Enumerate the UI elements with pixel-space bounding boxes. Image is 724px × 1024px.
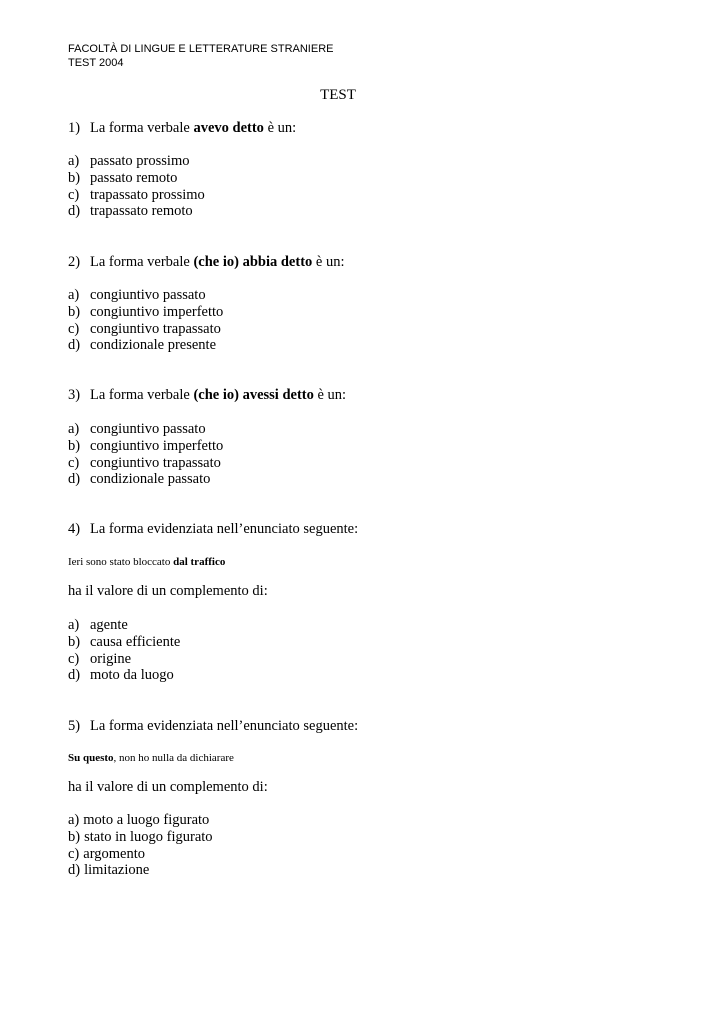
option-text: trapassato remoto xyxy=(90,203,193,220)
option-letter: a) xyxy=(68,287,80,303)
option-text: congiuntivo passato xyxy=(90,421,206,437)
option-letter: c) xyxy=(68,186,80,203)
option-a[interactable] xyxy=(68,421,223,438)
question-2 xyxy=(68,254,345,271)
option-c[interactable] xyxy=(68,846,213,863)
question-number: 5) xyxy=(68,718,81,734)
question-number: 3) xyxy=(68,387,81,403)
question-text: La forma verbale xyxy=(90,120,194,136)
question-3-options xyxy=(68,421,223,488)
option-letter: a) xyxy=(68,812,80,828)
question-1-options xyxy=(68,153,205,220)
option-letter: c) xyxy=(68,650,80,667)
option-text: moto da luogo xyxy=(90,667,174,684)
option-letter: d) xyxy=(68,471,81,488)
example-highlight: dal traffico xyxy=(173,556,226,568)
option-d[interactable] xyxy=(68,337,223,354)
option-d[interactable] xyxy=(68,203,205,220)
option-a[interactable] xyxy=(68,812,213,829)
option-letter: c) xyxy=(68,320,80,337)
option-text: stato in luogo figurato xyxy=(84,828,213,845)
question-3 xyxy=(68,387,346,404)
option-text: limitazione xyxy=(84,862,150,879)
option-c[interactable] xyxy=(68,651,180,668)
option-b[interactable] xyxy=(68,634,180,651)
option-letter: c) xyxy=(68,454,80,471)
faculty-name: FACOLTÀ DI LINGUE E LETTERATURE STRANIERE xyxy=(68,43,334,55)
option-a[interactable] xyxy=(68,287,223,304)
option-letter: c) xyxy=(68,845,80,862)
option-b[interactable] xyxy=(68,438,223,455)
option-letter: a) xyxy=(68,617,80,633)
option-text: congiuntivo imperfetto xyxy=(90,437,224,454)
page-title: TEST xyxy=(320,87,356,103)
option-d[interactable] xyxy=(68,471,223,488)
option-text: congiuntivo imperfetto xyxy=(90,303,224,320)
option-text: congiuntivo trapassato xyxy=(90,320,221,337)
question-highlight: avevo detto xyxy=(193,120,264,136)
option-d[interactable] xyxy=(68,667,180,684)
option-text: congiuntivo passato xyxy=(90,287,206,303)
option-c[interactable] xyxy=(68,187,205,204)
option-c[interactable] xyxy=(68,455,223,472)
option-letter: b) xyxy=(68,169,81,186)
question-5 xyxy=(68,718,358,735)
option-d[interactable] xyxy=(68,862,213,879)
option-a[interactable] xyxy=(68,153,205,170)
option-text: passato remoto xyxy=(90,169,178,186)
question-number: 4) xyxy=(68,521,81,537)
question-highlight: (che io) avessi detto xyxy=(193,387,314,403)
option-text: origine xyxy=(90,650,132,667)
option-b[interactable] xyxy=(68,304,223,321)
example-text: Ieri sono stato bloccato xyxy=(68,556,174,568)
option-text: trapassato prossimo xyxy=(90,186,205,203)
option-b[interactable] xyxy=(68,829,213,846)
option-letter: b) xyxy=(68,633,81,650)
question-5-options xyxy=(68,812,213,879)
question-text: La forma evidenziata nell’enunciato seguente: xyxy=(90,521,359,537)
option-letter: d) xyxy=(68,203,81,220)
question-4-options xyxy=(68,617,180,684)
option-b[interactable] xyxy=(68,170,205,187)
option-text: condizionale presente xyxy=(90,337,217,354)
question-followup: ha il valore di un complemento di: xyxy=(68,583,268,599)
question-4 xyxy=(68,521,358,538)
option-letter: d) xyxy=(68,337,81,354)
example-sentence xyxy=(68,555,225,569)
option-text: condizionale passato xyxy=(90,471,211,488)
option-letter: d) xyxy=(68,667,81,684)
question-number: 1) xyxy=(68,120,81,136)
option-letter: b) xyxy=(68,437,81,454)
option-letter: b) xyxy=(68,303,81,320)
option-letter: a) xyxy=(68,153,80,169)
question-text-end: è un: xyxy=(263,120,297,136)
option-text: moto a luogo figurato xyxy=(83,812,210,828)
question-number: 2) xyxy=(68,254,81,270)
example-sentence xyxy=(68,751,234,765)
test-year: TEST 2004 xyxy=(68,57,124,69)
question-highlight: (che io) abbia detto xyxy=(193,254,313,270)
option-text: causa efficiente xyxy=(90,633,181,650)
option-text: passato prossimo xyxy=(90,153,190,169)
question-text: La forma evidenziata nell’enunciato seguente: xyxy=(90,718,359,734)
question-text-end: è un: xyxy=(312,254,345,270)
option-letter: a) xyxy=(68,421,80,437)
example-text: , non ho nulla da dichiarare xyxy=(113,752,234,764)
option-c[interactable] xyxy=(68,321,223,338)
question-text: La forma verbale xyxy=(90,254,194,270)
option-letter: b) xyxy=(68,828,81,845)
question-2-options xyxy=(68,287,223,354)
question-followup: ha il valore di un complemento di: xyxy=(68,779,268,795)
option-letter: d) xyxy=(68,862,81,879)
example-highlight: Su questo xyxy=(68,752,114,764)
question-text: La forma verbale xyxy=(90,387,194,403)
option-a[interactable] xyxy=(68,617,180,634)
option-text: argomento xyxy=(83,845,146,862)
question-text-end: è un: xyxy=(313,387,347,403)
option-text: agente xyxy=(90,617,128,633)
option-text: congiuntivo trapassato xyxy=(90,454,221,471)
question-1 xyxy=(68,120,296,137)
document-header xyxy=(68,42,333,70)
